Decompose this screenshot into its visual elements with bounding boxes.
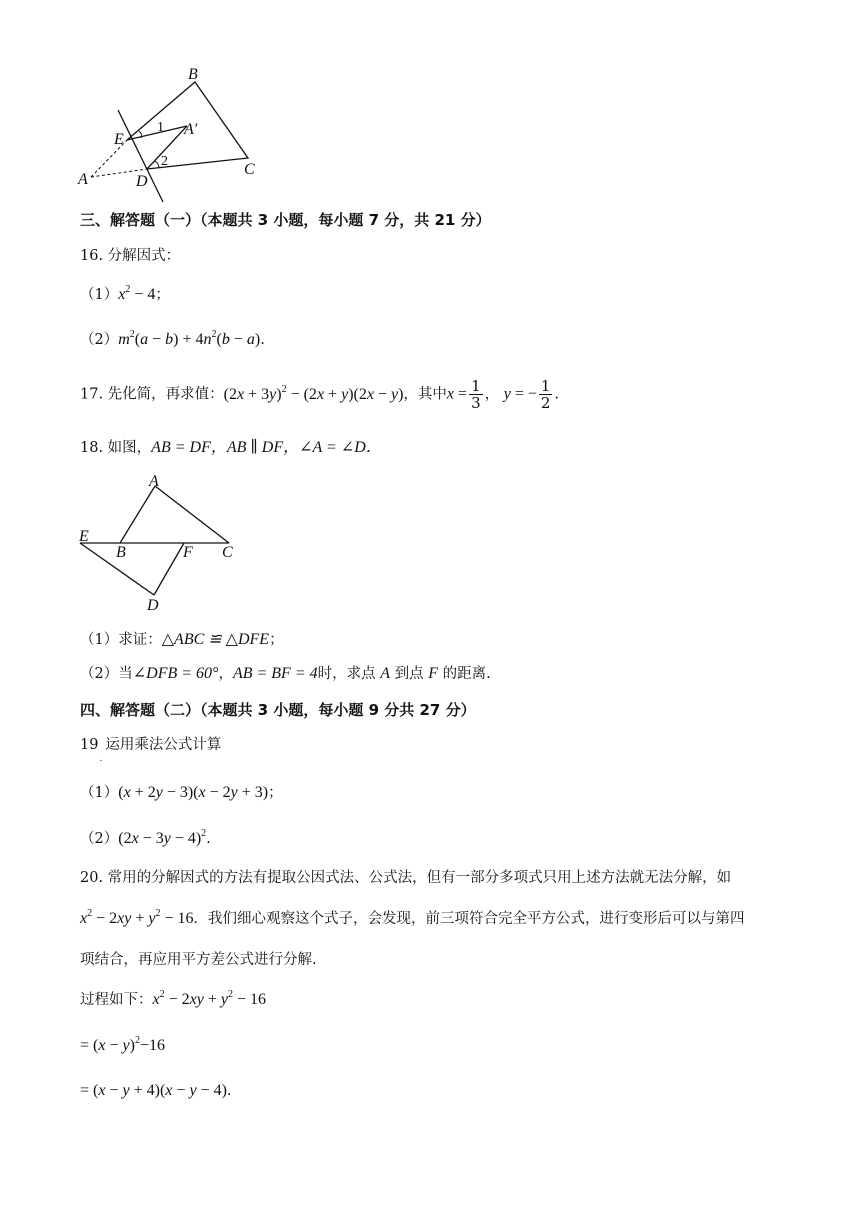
q18-p2-point-f: F: [428, 665, 439, 682]
angle-2-arc: [155, 161, 159, 168]
label-angle-1: 1: [157, 120, 164, 135]
label-d: D: [147, 597, 159, 614]
label-angle-2: 2: [161, 154, 168, 169]
q16-stem: 16. 分解因式：: [80, 248, 181, 264]
q17: 17. 先化简，再求值：$(2x + 3y)^2 - (2x + y)(2x - y)$，其中x = $\frac{1}{3}$ ， y = − $\frac{1}{2}$ .: [80, 377, 560, 412]
q16-p2-expr: $m^2(a - b) + 4n^2(b - a)$: [118, 329, 261, 348]
section-3-heading: 三、解答题（一）（本题共 3 小题，每小题 7 分，共 21 分）: [80, 211, 491, 229]
congruent-triangles-figure: [74, 470, 244, 615]
q20-step1-expr: = $(x - y)^2$: [80, 1035, 140, 1054]
segment-ab: [120, 486, 155, 543]
label-f: F: [183, 544, 193, 561]
q17-y-frac: $\frac{1}{2}$: [540, 377, 551, 412]
q17-x-frac: $\frac{1}{3}$: [471, 377, 481, 412]
label-b: B: [116, 544, 126, 561]
q18-p1-math: △ABC ≌ △DFE: [161, 631, 270, 648]
q19-p1-tail: ；: [268, 785, 283, 801]
q19-p1-expr: (x + 2y − 3)(x − 2y + 3): [118, 784, 269, 801]
q16-p2-tail: .: [260, 332, 265, 348]
q18-p2-end: 的距离.: [442, 666, 491, 682]
q20-step2: [80, 1081, 232, 1101]
fold-triangle-figure: [70, 62, 280, 207]
q19-part1: [80, 783, 283, 803]
q20-line1: 20. 常用的分解因式的方法有提取公因式法、公式法，但有一部分多项式只用上述方法就无法分解，如: [80, 870, 732, 886]
q16-part1: [80, 285, 170, 305]
q18-p1-tail: ；: [269, 632, 284, 648]
q18-p2-sep: ，: [218, 666, 233, 682]
q18-condition: AB = DF，AB ∥ DF，∠A = ∠D．: [151, 439, 382, 456]
q18-p2-text: 时，求点: [317, 666, 376, 682]
label-a: A: [149, 473, 159, 490]
q20-step1-tail: −16: [139, 1037, 165, 1054]
q19-p2-label: （2）: [80, 831, 119, 847]
q16-p1-label: （1）: [80, 287, 119, 303]
label-e: E: [114, 131, 124, 148]
q19-number: 19: [80, 737, 99, 753]
q16-p1-expr: $x^2 - 4$: [118, 284, 156, 303]
q20-line4: [80, 990, 266, 1010]
q18-p2-label: （2）当: [80, 666, 133, 682]
q18-stem-line: [80, 438, 382, 458]
q18-p2-text2: 到点: [394, 666, 424, 682]
q18-p1-label: （1）求证：: [80, 632, 162, 648]
q19-part2: [80, 829, 211, 849]
q20-line3: 项结合，再应用平方差公式进行分解.: [80, 952, 317, 968]
q17-mid: ，其中: [403, 386, 447, 403]
q17-expr: $(2x + 3y)^2 - (2x + y)(2x - y)$: [223, 383, 404, 403]
q20-example-expr: $x^2 - 2xy + y^2 - 16$: [80, 908, 194, 927]
q17-stem: 17. 先化简，再求值：: [80, 386, 224, 403]
q19-p2-tail: .: [206, 831, 211, 847]
q20-process-label: 过程如下：: [80, 992, 153, 1008]
q16-p1-tail: ；: [155, 287, 170, 303]
q17-end: .: [554, 386, 560, 403]
segment-ac: [155, 486, 229, 543]
label-d: D: [136, 173, 148, 190]
q20-process-expr: $x^2 - 2xy + y^2 - 16$: [152, 989, 267, 1008]
q20-line2-tail: ．我们细心观察这个式子，会发现，前三项符合完全平方公式，进行变形后可以与第四: [193, 911, 745, 927]
q18-p2-math1: ∠DFB = 60°: [132, 665, 219, 682]
segment-fd: [154, 543, 184, 595]
q18-p2-point-a: A: [380, 665, 391, 682]
q19-p1-label: （1）: [80, 785, 119, 801]
label-c: C: [244, 161, 255, 178]
label-b: B: [188, 66, 198, 83]
q18-part2: [80, 664, 491, 684]
q19-stem-line: $19_.$运用乘法公式计算: [80, 737, 222, 764]
label-a-prime: A′: [184, 121, 198, 138]
q19-stem: 运用乘法公式计算: [105, 737, 222, 753]
q16-p2-label: （2）: [80, 332, 119, 348]
section-4-heading: 四、解答题（二）（本题共 3 小题，每小题 9 分共 27 分）: [80, 701, 476, 719]
q20-line2: [80, 909, 745, 929]
q19-p2-expr: $(2x - 3y - 4)^2$: [118, 828, 207, 847]
q20-step1: [80, 1036, 165, 1056]
q17-sep: ，: [484, 386, 500, 403]
q16-part2: [80, 330, 265, 350]
label-e: E: [79, 528, 89, 545]
q18-part1: [80, 630, 284, 650]
q18-p2-math2: AB = BF = 4: [232, 665, 318, 682]
label-a: A: [78, 171, 88, 188]
q20-step2-end: .: [226, 1083, 232, 1099]
q18-stem: 18. 如图，: [80, 440, 152, 456]
label-c: C: [222, 544, 233, 561]
q20-step2-expr: = (x − y + 4)(x − y − 4): [80, 1082, 227, 1099]
